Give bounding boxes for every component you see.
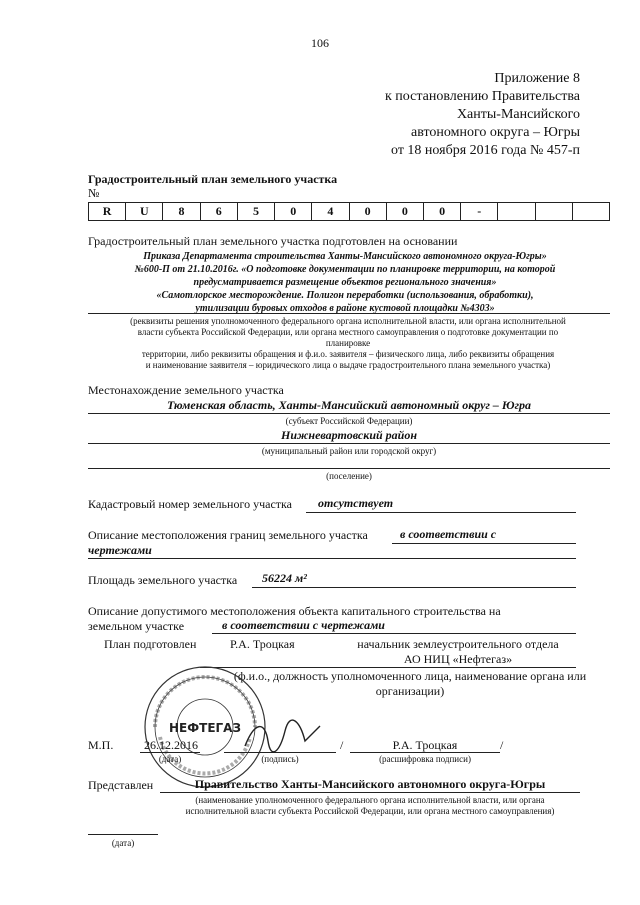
- plan-number-boxes: [88, 202, 610, 221]
- presented-value: Правительство Ханты-Мансийского автономного округа-Югры: [194, 777, 546, 791]
- permitted-underline: [212, 633, 576, 634]
- basis-line: утилизации буровых отходов в районе кустовой площадки №4303»: [195, 303, 495, 314]
- appendix-line: Ханты-Мансийского: [456, 107, 580, 122]
- appendix-block: [385, 70, 580, 160]
- caption-line: планировке: [325, 338, 371, 348]
- prepared-label: План подготовлен: [104, 637, 197, 651]
- caption-line: (реквизиты решения уполномоченного федерального органа исполнительной власти, или органа исполнительной: [130, 316, 566, 326]
- location-subject: Тюменская область, Ханты-Мансийский автономный округ – Югра: [166, 398, 531, 412]
- signature-date: 26.12.2016: [144, 738, 198, 752]
- location-label: Местонахождение земельного участка: [88, 383, 284, 397]
- basis-caption: [80, 316, 616, 371]
- number-cell: -: [460, 203, 497, 220]
- basis-intro: Градостроительный план земельного участка подготовлен на основании: [88, 234, 458, 248]
- boundaries-value: в соответствии с: [400, 527, 497, 541]
- seal-center-text: НЕФТЕГАЗ: [169, 721, 241, 735]
- caption-line: (наименование уполномоченного федерального органа исполнительной власти, или органа: [195, 795, 545, 805]
- slash: /: [340, 738, 344, 752]
- appendix-line: к постановлению Правительства: [384, 89, 580, 104]
- caption-line: (ф.и.о., должность уполномоченного лица, наименование органа или: [233, 669, 587, 683]
- caption-line: территории, либо реквизиты обращения и ф.и.о. заявителя – физического лица, либо реквизиты обращения: [141, 349, 555, 359]
- basis-line: №600-П от 21.10.2016г. «О подготовке документации по планировке территории, на которой: [134, 264, 556, 275]
- number-cell: U: [125, 203, 162, 220]
- area-underline: [252, 587, 576, 588]
- number-cell: 4: [311, 203, 348, 220]
- basis-line: «Самотлорское месторождение. Полигон переработки (использования, обработки),: [156, 290, 534, 301]
- prepared-caption: [230, 669, 590, 699]
- caption-line: власти субъекта Российской Федерации, или органа местного самоуправления о подготовке документации по: [137, 327, 559, 337]
- settlement-underline: [88, 468, 610, 469]
- subject-underline: [88, 413, 610, 414]
- signature-name: Р.А. Троцкая: [392, 738, 458, 752]
- basis-underline: [88, 313, 610, 314]
- cadastral-label: Кадастровый номер земельного участка: [88, 497, 292, 511]
- number-cell: [572, 203, 609, 220]
- number-cell: [535, 203, 572, 220]
- name-underline: [350, 752, 500, 753]
- basis-text: [80, 250, 610, 315]
- caption-line: исполнительной власти субъекта Российской Федерации, или органа местного самоуправления): [185, 806, 555, 816]
- slash-end: /: [500, 738, 504, 752]
- basis-line: Приказа Департамента строительства Ханты-Мансийского автономного округа-Югры»: [143, 251, 547, 262]
- presented-underline: [160, 792, 580, 793]
- mp-label: М.П.: [88, 738, 114, 752]
- presented-caption: [160, 795, 580, 817]
- area-label: Площадь земельного участка: [88, 573, 238, 587]
- caption-line: и наименование заявителя – юридического лица о выдаче градостроительного плана земельного участка): [145, 360, 551, 370]
- presented-date-underline: [88, 834, 158, 835]
- prepared-name: Р.А. Троцкая: [230, 637, 295, 651]
- permitted-label-cont: земельном участке: [88, 619, 185, 633]
- district-caption: (муниципальный район или городской округ): [261, 446, 437, 456]
- number-cell: R: [102, 204, 112, 218]
- prepared-position: [340, 637, 576, 667]
- sign-underline: [224, 752, 336, 753]
- appendix-line: от 18 ноября 2016 года № 457-п: [391, 143, 580, 158]
- sign-caption: (подпись): [261, 754, 299, 764]
- number-cell: 0: [423, 203, 460, 220]
- handwritten-signature: [240, 716, 330, 756]
- subject-caption: (субъект Российской Федерации): [285, 416, 413, 426]
- boundaries-value-cont: чертежами: [88, 543, 152, 557]
- name-caption: (расшифровка подписи): [379, 754, 471, 764]
- presented-date-caption: (дата): [111, 838, 135, 848]
- number-cell: 6: [200, 203, 237, 220]
- number-cell: 8: [162, 203, 199, 220]
- cadastral-underline: [306, 512, 576, 513]
- appendix-line: автономного округа – Югры: [411, 125, 580, 140]
- number-cell: 0: [386, 203, 423, 220]
- location-district: Нижневартовский район: [280, 428, 417, 442]
- number-cell: 0: [349, 203, 386, 220]
- number-cell: 0: [274, 203, 311, 220]
- appendix-line: Приложение 8: [494, 71, 580, 86]
- date-underline: [140, 752, 200, 753]
- permitted-label: Описание допустимого местоположения объекта капитального строительства на: [88, 604, 501, 618]
- settlement-caption: (поселение): [326, 471, 372, 481]
- cadastral-value: отсутствует: [318, 496, 394, 510]
- position-line: начальник землеустроительного отдела: [357, 637, 559, 651]
- number-label: №: [88, 186, 100, 200]
- number-cell: 5: [237, 203, 274, 220]
- document-title: Градостроительный план земельного участка: [88, 172, 338, 186]
- boundaries-underline: [392, 543, 576, 544]
- caption-line: организации): [375, 684, 445, 698]
- boundaries-underline-2: [88, 558, 576, 559]
- area-value: 56224 м²: [262, 571, 307, 585]
- page-number: 106: [311, 36, 329, 50]
- presented-label: Представлен: [88, 778, 154, 792]
- position-line: АО НИЦ «Нефтегаз»: [403, 652, 513, 666]
- permitted-value: в соответствии с чертежами: [222, 618, 385, 632]
- date-caption: (дата): [158, 754, 182, 764]
- district-underline: [88, 443, 610, 444]
- number-cell: [497, 203, 534, 220]
- boundaries-label: Описание местоположения границ земельного участка: [88, 528, 368, 542]
- basis-line: предусматривается размещение объектов регионального значения»: [193, 277, 497, 288]
